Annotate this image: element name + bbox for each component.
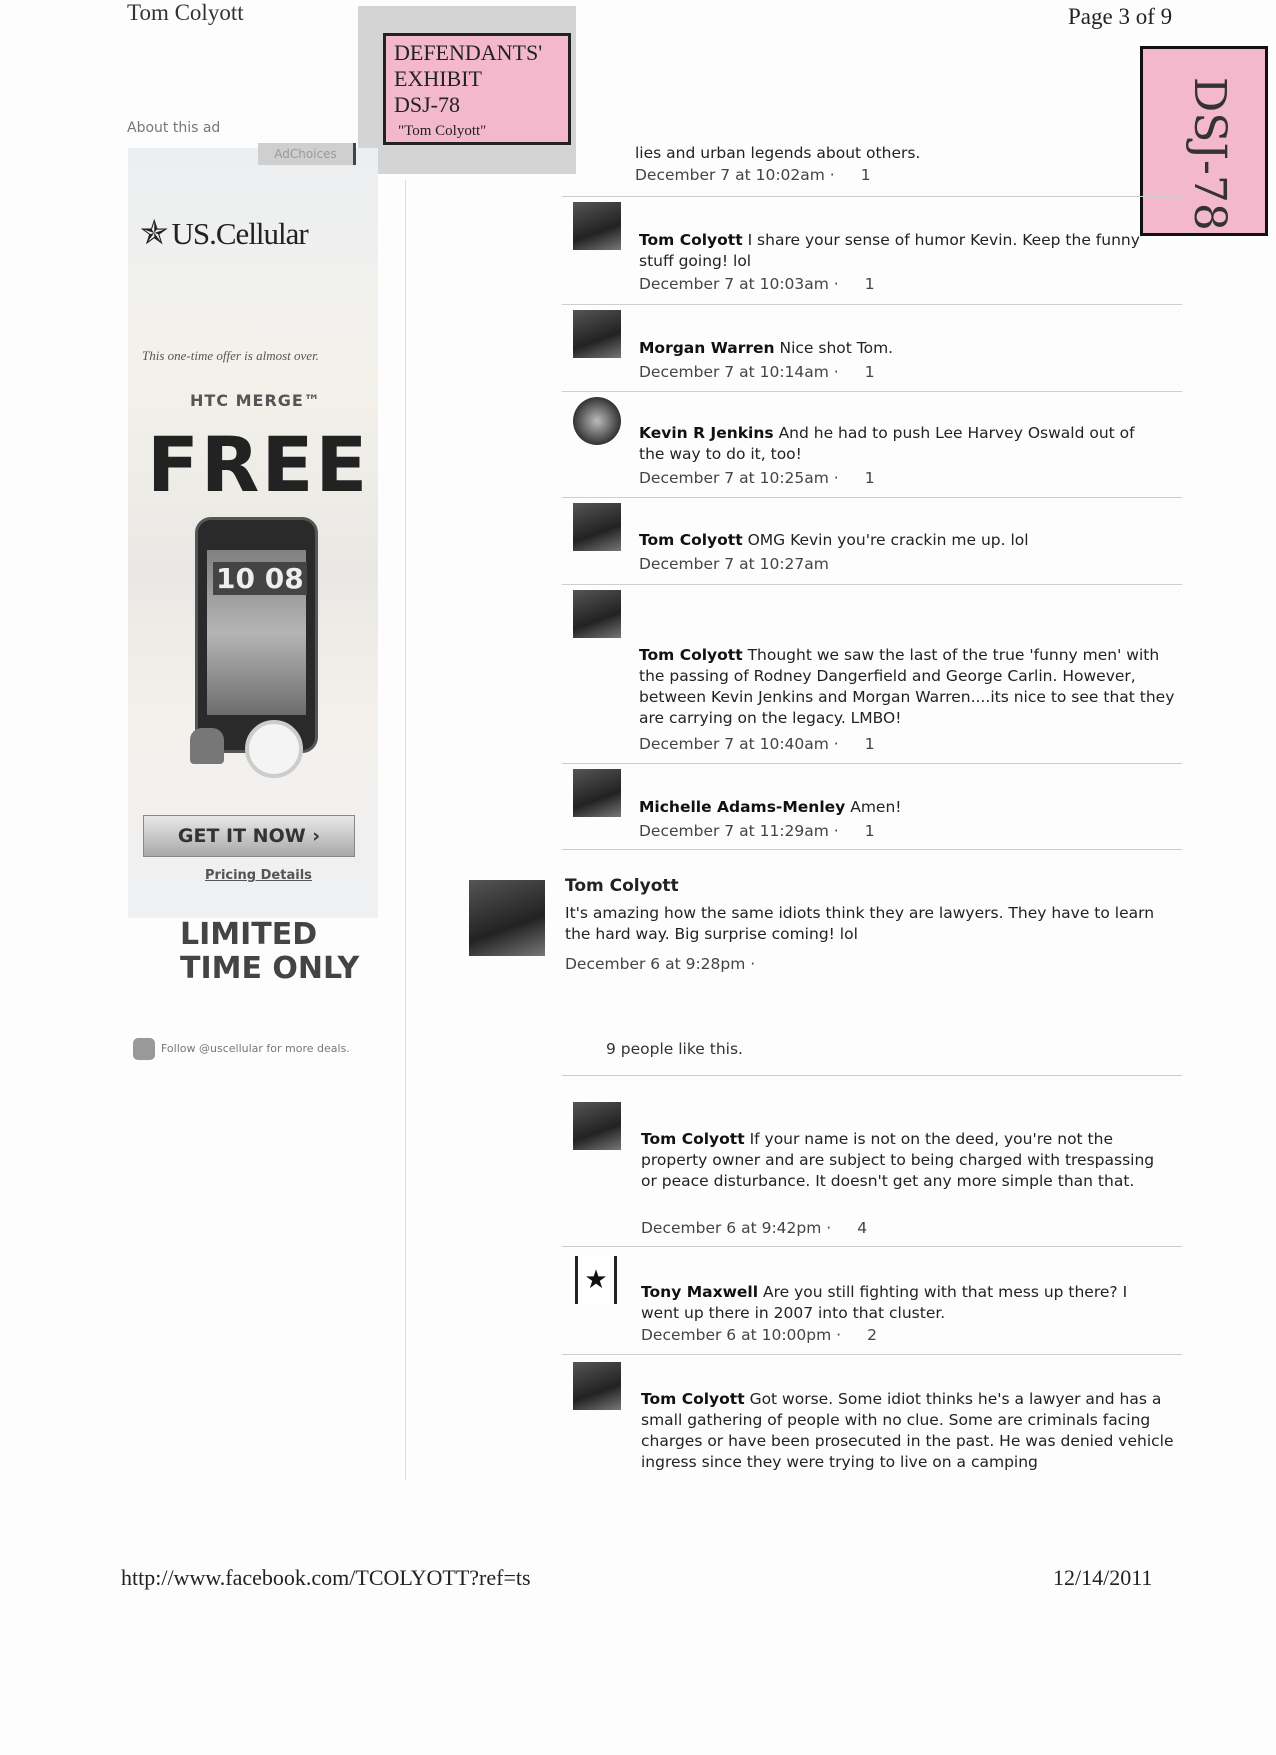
comment-body: Thought we saw the last of the true 'funny men' with the passing of Rodney Dangerfield and George Carlin. However, between Kevin Jenkins and Morgan Warren....its nice to see that they are carrying on the legacy. LMBO! [639, 646, 1175, 727]
avatar[interactable] [573, 310, 621, 358]
exhibit-stamp [1140, 46, 1268, 236]
exhibit-sticker [383, 33, 571, 145]
comment-author[interactable]: Tom Colyott [639, 646, 743, 664]
exhibit-stamp-text: DSJ-78 [1184, 77, 1235, 231]
divider [562, 584, 1182, 585]
android-figure-icon [190, 728, 224, 764]
like-count[interactable]: 1 [860, 166, 871, 184]
comment-author[interactable]: Tom Colyott [641, 1130, 745, 1148]
avatar[interactable] [573, 503, 621, 551]
adchoices-button[interactable]: AdChoices [258, 143, 356, 165]
comment-timestamp [639, 555, 829, 573]
comment-body: Got worse. Some idiot thinks he's a lawyer and has a small gathering of people with no clue. Some are criminals facing charges or have been prosecuted in the past. He was denied vehicle ingress since they were trying to live on a camping [641, 1390, 1174, 1471]
divider [562, 1354, 1182, 1355]
footer-date: 12/14/2011 [1053, 1565, 1153, 1590]
comment-continued-text: lies and urban legends about others. [635, 144, 921, 162]
comment-author[interactable]: Tom Colyott [639, 231, 743, 249]
ad-model: HTC MERGE™ [190, 391, 321, 410]
comment-timestamp [639, 822, 875, 840]
divider [562, 849, 1182, 850]
comment-timestamp [639, 363, 875, 381]
comment-text [639, 338, 1159, 359]
comment-timestamp [635, 166, 871, 184]
like-count[interactable]: 1 [864, 363, 875, 381]
timestamp-link[interactable]: December 7 at 10:27am [639, 555, 829, 573]
comment-author[interactable]: Kevin R Jenkins [639, 424, 774, 442]
divider [562, 196, 1182, 197]
post-text: It's amazing how the same idiots think they are lawyers. They have to learn the hard way. Big surprise coming! lol [565, 904, 1155, 943]
limited-line-1: LIMITED [180, 917, 318, 952]
about-ad-link[interactable]: About this ad [127, 120, 221, 136]
like-count[interactable]: 1 [864, 822, 875, 840]
timestamp-link[interactable]: December 7 at 10:40am · [639, 735, 839, 753]
comment-text [641, 1389, 1181, 1473]
comment-timestamp [641, 1326, 877, 1344]
twitter-icon [133, 1038, 155, 1060]
brand-logo [140, 213, 308, 253]
get-it-now-button[interactable]: GET IT NOW › [143, 815, 355, 857]
phone-clock: 10 08 [213, 562, 307, 595]
comment-timestamp [639, 275, 875, 293]
timestamp-link[interactable]: December 7 at 11:29am · [639, 822, 839, 840]
avatar[interactable] [573, 769, 621, 817]
comment-timestamp [639, 735, 875, 753]
timestamp-link[interactable]: December 7 at 10:25am · [639, 469, 839, 487]
follow-link[interactable] [133, 1038, 350, 1060]
page-header-name: Tom Colyott [127, 0, 244, 25]
pricing-details-link[interactable]: Pricing Details [205, 868, 312, 883]
footer-url: http://www.facebook.com/TCOLYOTT?ref=ts [121, 1565, 531, 1590]
brand-name: US.Cellular [171, 216, 308, 251]
limited-time-text [180, 918, 359, 986]
comment-text [639, 530, 1159, 551]
divider [562, 763, 1182, 764]
comment-body: And he had to push Lee Harvey Oswald out of the way to do it, too! [639, 424, 1135, 463]
exhibit-line-4: "Tom Colyott" [398, 123, 487, 139]
timestamp-link[interactable]: December 6 at 10:00pm · [641, 1326, 842, 1344]
avatar[interactable] [573, 590, 621, 638]
comment-timestamp [639, 469, 875, 487]
like-count[interactable]: 4 [857, 1219, 868, 1237]
avatar[interactable] [573, 202, 621, 250]
comment-text [639, 230, 1159, 272]
divider [562, 497, 1182, 498]
comment-text [641, 1129, 1161, 1192]
exhibit-line-3: DSJ-78 [394, 92, 461, 117]
star-avatar-icon[interactable]: ★ [575, 1256, 617, 1304]
exhibit-line-2: EXHIBIT [394, 66, 482, 91]
divider [562, 1246, 1182, 1247]
like-count[interactable]: 2 [867, 1326, 877, 1344]
timestamp-link[interactable]: December 6 at 9:42pm · [641, 1219, 832, 1237]
comment-body: Nice shot Tom. [779, 339, 894, 357]
exhibit-line-1: DEFENDANTS' [394, 40, 543, 65]
page-number: Page 3 of 9 [1068, 4, 1173, 29]
follow-text: Follow @uscellular for more deals. [161, 1042, 350, 1055]
comment-author[interactable]: Morgan Warren [639, 339, 775, 357]
divider [562, 1075, 1182, 1076]
avatar[interactable] [573, 1102, 621, 1150]
comment-text [639, 797, 1159, 818]
timestamp-link[interactable]: December 7 at 10:14am · [639, 363, 839, 381]
divider [562, 304, 1182, 305]
avatar[interactable] [573, 397, 621, 445]
comment-body: If your name is not on the deed, you're not the property owner and are subject to being charged with trespassing or peace disturbance. It doesn't get any more simple than that. [641, 1130, 1155, 1190]
like-count[interactable]: 1 [864, 735, 875, 753]
ad-headline: FREE [147, 420, 370, 509]
divider [562, 391, 1182, 392]
comment-body: Amen! [850, 798, 902, 816]
timestamp-link[interactable]: December 7 at 10:03am · [639, 275, 839, 293]
comment-author[interactable]: Tom Colyott [639, 531, 743, 549]
comment-text [641, 1282, 1161, 1324]
like-count[interactable]: 1 [864, 275, 875, 293]
star-logo-icon: ✯ [140, 215, 168, 252]
like-count[interactable]: 1 [864, 469, 875, 487]
comment-author[interactable]: Tom Colyott [641, 1390, 745, 1408]
post-avatar[interactable] [469, 880, 545, 956]
post-author[interactable]: Tom Colyott [565, 876, 679, 896]
post-likes[interactable]: 9 people like this. [606, 1040, 743, 1058]
comment-body: OMG Kevin you're crackin me up. lol [747, 531, 1029, 549]
comment-author[interactable]: Michelle Adams-Menley [639, 798, 846, 816]
timestamp-link[interactable]: December 7 at 10:02am · [635, 166, 835, 184]
comment-text [639, 645, 1179, 729]
watch-icon [245, 720, 303, 778]
comment-author[interactable]: Tony Maxwell [641, 1283, 759, 1301]
comment-body: Are you still fighting with that mess up there? I went up there in 2007 into that cluster. [641, 1283, 1128, 1322]
comment-text [639, 423, 1159, 465]
ad-offer-text: This one-time offer is almost over. [142, 348, 319, 363]
comment-timestamp [641, 1219, 867, 1237]
post-timestamp[interactable]: December 6 at 9:28pm · [565, 955, 756, 973]
avatar[interactable] [573, 1362, 621, 1410]
column-divider [405, 180, 406, 1480]
phone-image [195, 517, 318, 753]
comment-body: I share your sense of humor Kevin. Keep the funny stuff going! lol [639, 231, 1140, 270]
limited-line-2: TIME ONLY [180, 951, 360, 986]
